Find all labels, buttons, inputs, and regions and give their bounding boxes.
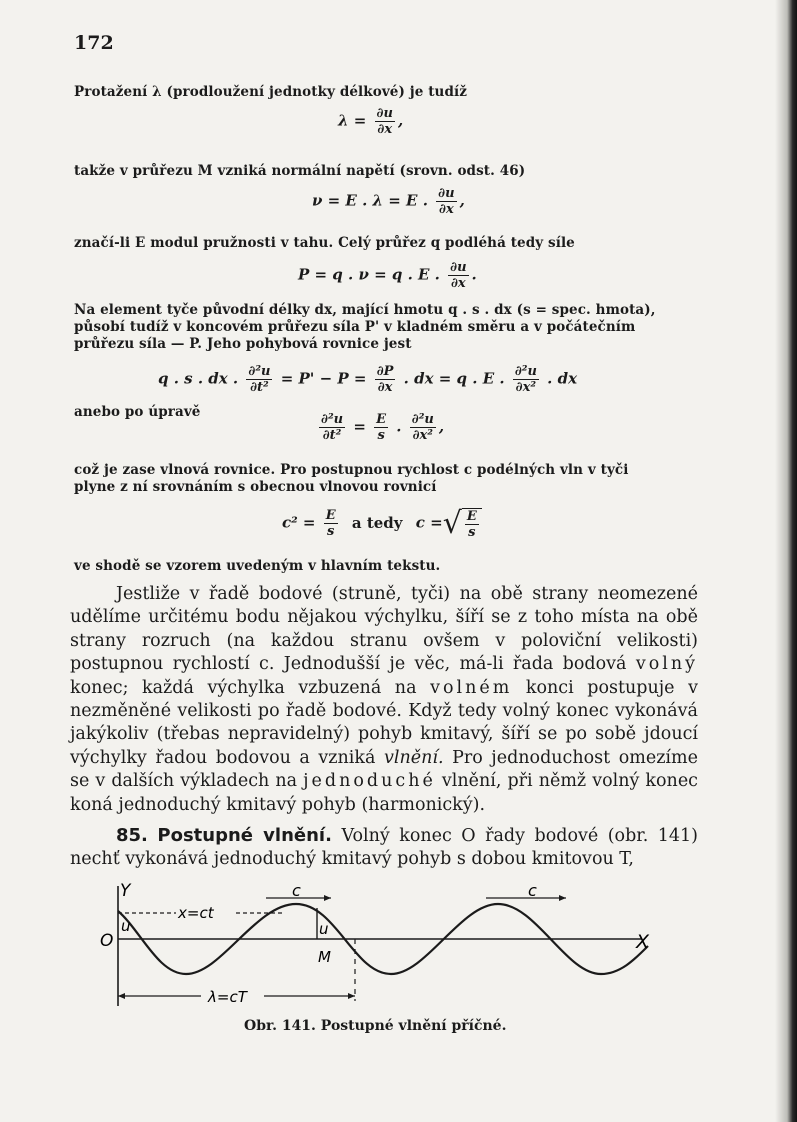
text-line: což je zase vlnová rovnice. Pro postupnou rychlost c podélných vln v tyči <box>74 462 629 478</box>
section-number: 85. <box>116 825 148 846</box>
equation-force: P = q . ν = q . E . $\frac{\partial u}{\partial x}$ . <box>298 260 477 291</box>
equation-motion: q . s . dx . $\frac{\text{∂²u}}{\text{∂t²}}$ = P' − P = $\frac{\partial P}{\partial x}$ . dx = q . E . $\frac{\text{∂²u}}{\text{∂x²}}$ . dx <box>158 364 578 395</box>
label-u1: u <box>121 917 131 935</box>
text-line: značí-li E modul pružnosti v tahu. Celý průřez q podléhá tedy síle <box>74 235 575 251</box>
text-line: anebo po úpravě <box>74 404 201 420</box>
wave-figure <box>96 876 676 1015</box>
label-c1: c <box>292 881 301 900</box>
equation-stress: ν = E . λ = E . $\frac{\partial u}{\partial x}$ , <box>312 186 465 217</box>
label-c2: c <box>528 881 537 900</box>
text-line: plyne z ní srovnáním s obecnou vlnovou rovnicí <box>74 479 437 495</box>
section-title: Postupné vlnění. <box>157 825 332 846</box>
label-y: Y <box>120 881 131 901</box>
label-u2: u <box>319 920 329 938</box>
text-line: ve shodě se vzorem uvedeným v hlavním tekstu. <box>74 558 441 574</box>
label-xct: x=ct <box>178 904 214 922</box>
text-line: průřezu síla — P. Jeho pohybová rovnice jest <box>74 336 412 352</box>
text-line: působí tudíž v koncovém průřezu síla P' v kladném směru a v počátečním <box>74 319 636 335</box>
wave-diagram <box>96 876 676 1011</box>
label-lambda: λ=cT <box>208 988 247 1006</box>
section-paragraph: 85. Postupné vlnění. Volný konec O řady bodové (obr. 141) nechť vykonává jednoduchý kmitavý pohyb s dobou kmitovou T, <box>70 825 698 870</box>
equation-speed: c² = $\frac{E}{s}$ a tedy c =√ $\frac{E}{s}$ <box>282 506 482 541</box>
label-o: O <box>100 931 114 951</box>
equation-lambda: λ = $\frac{\partial u}{\partial x}$ , <box>338 106 404 137</box>
label-m: M <box>318 948 331 966</box>
text-line: takže v průřezu M vzniká normální napětí (srovn. odst. 46) <box>74 163 526 179</box>
page-number: 172 <box>74 32 114 54</box>
text-line: Protažení λ (prodloužení jednotky délkové) je tudíž <box>74 84 468 100</box>
main-paragraph: Jestliže v řadě bodové (struně, tyči) na obě strany neomezené udělíme určitému bodu nějakou výchylku, šíří se z toho místa na obě strany rozruch (na každou stranu ovšem v poloviční velikosti) postupnou rychlostí c. Jednodušší je věc, má-li řada bodová volný konec; každá výchylka vzbuzená na volném konci postupuje v nezměněné velikosti po řadě bodové. Když tedy volný konec vykonává jakýkoliv (třebas nepravidelný) pohyb kmitavý, šíří se po sobě jdoucí výchylky řadou bodovou a vzniká vlnění. Pro jednoduchost omezíme se v dalších výkladech na jednoduché vlnění, při němž volný konec koná jednoduchý kmitavý pohyb (harmonický). <box>70 584 698 815</box>
figure-caption: Obr. 141. Postupné vlnění příčné. <box>244 1018 507 1034</box>
text-line: Na element tyče původní délky dx, mající hmotu q . s . dx (s = spec. hmota), <box>74 302 656 318</box>
page-edge-shadow <box>775 0 797 1122</box>
equation-wave: $\frac{\text{∂²u}}{\text{∂t²}}$ = $\frac{E}{s}$ . $\frac{\text{∂²u}}{\text{∂x²}}$ , <box>321 412 445 443</box>
label-x: X <box>636 931 650 953</box>
